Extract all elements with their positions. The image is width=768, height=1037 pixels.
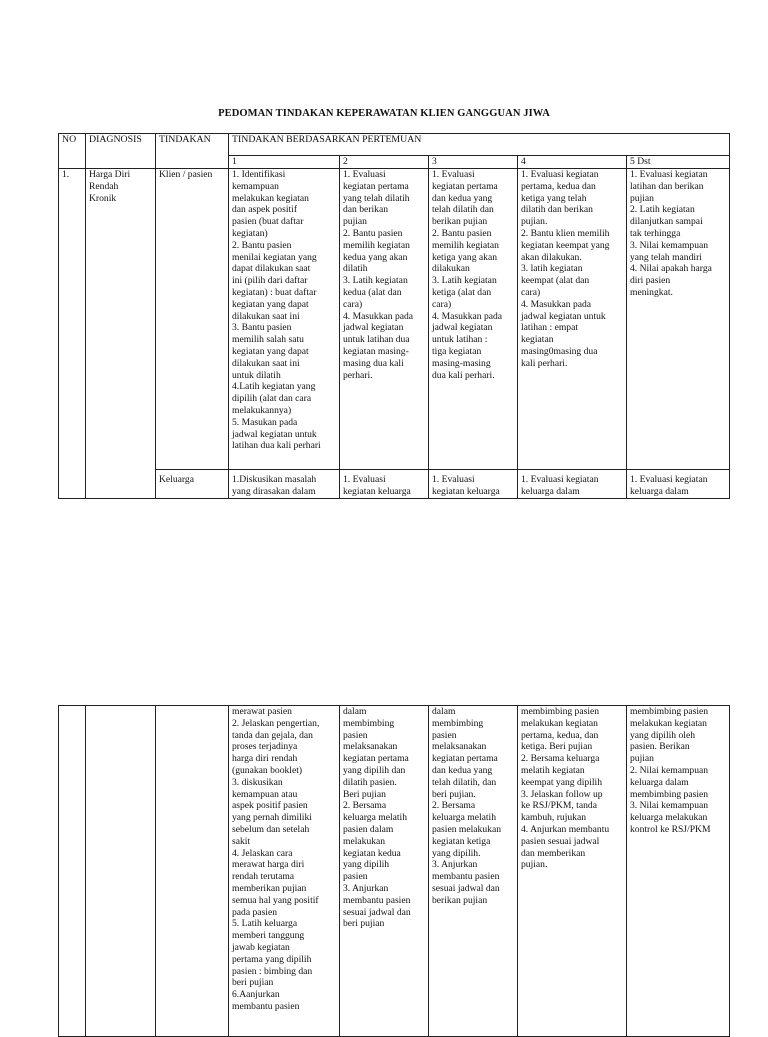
cell-text: dalam membimbing pasien melaksanakan kegiatan pertama dan kedua yang telah dilatih, dan beri pujian. 2. Bersama keluarga melatih pasien melakukan kegiatan ketiga yang dipilih. 3. Anjurkan membantu pasien sesuai jadwal dan berikan pujian bbox=[432, 706, 501, 906]
keluarga-meeting-5 bbox=[627, 470, 730, 499]
keluarga-meeting-2 bbox=[340, 470, 429, 499]
cell-text: 1. Evaluasi kegiatan keluarga dalam bbox=[630, 474, 708, 497]
cell-text: 1. Evaluasi kegiatan pertama dan kedua yang telah dilatih dan berikan pujian 2. Bantu pasien memilih kegiatan ketiga yang akan dilakukan 3. Latih kegiatan ketiga (alat dan cara) 4. Masukkan pada jadwal kegiatan untuk latihan : tiga kegiatan masing-masing dua kali perhari. bbox=[432, 169, 503, 381]
header-meeting-4: 4 bbox=[518, 155, 627, 168]
cell-text: merawat pasien 2. Jelaskan pengertian, tanda dan gejala, dan proses terjadinya harga diri rendah (gunakan booklet) 3. diskusikan kemampuan atau aspek positif pasien yang pernah dimiliki sebelum dan setelah sakit 4. Jelaskan cara merawat harga diri rendah terutama memberikan pujian semua hal yang positif pada pasien 5. Latih keluarga memberi tanggung jawab kegiatan pertama yang dipilih pasien : bimbing dan beri pujian 6.Aanjurkan membantu pasien bbox=[232, 706, 320, 1012]
header-meeting-group: TINDAKAN BERDASARKAN PERTEMUAN bbox=[229, 134, 730, 156]
klien-meeting-2 bbox=[340, 169, 429, 470]
cell-text: dalam membimbing pasien melaksanakan kegiatan pertama yang dipilih dan dilatih pasien. Beri pujian 2. Bersama keluarga melatih pasien dalam melakukan kegiatan kedua yang dipilih pasien 3. Anjurkan membantu pasien sesuai jadwal dan beri pujian bbox=[343, 706, 411, 930]
header-meeting-1: 1 bbox=[229, 155, 340, 168]
cell-text: 1. Evaluasi kegiatan pertama yang telah dilatih dan berikan pujian 2. Bantu pasien memilih kegiatan kedua yang akan dilatih 3. Latih kegiatan kedua (alat dan cara) 4. Masukkan pada jadwal kegiatan untuk latihan dua kegiatan masing- masing dua kali perhari. bbox=[343, 169, 414, 381]
tindakan-klien: Klien / pasien bbox=[156, 169, 229, 470]
table-row-klien bbox=[59, 169, 730, 470]
keluarga-meeting-3 bbox=[429, 470, 518, 499]
header-tindakan: TINDAKAN bbox=[156, 134, 229, 169]
action-table-continued bbox=[58, 705, 730, 1037]
klien-meeting-3 bbox=[429, 169, 518, 470]
cell-text: 1. Evaluasi kegiatan pertama, kedua dan ketiga yang telah dilatih dan berikan pujian. 2. Bantu klien memilih kegiatan keempat yang akan dilakukan. 3. latih kegiatan keempat (alat dan cara) 4. Masukkan pada jadwal kegiatan untuk latihan : empat kegiatan masing0masing dua kali perhari. bbox=[521, 169, 610, 369]
header-meeting-3: 3 bbox=[429, 155, 518, 168]
continued-meeting-1 bbox=[229, 706, 340, 1037]
tindakan-keluarga: Keluarga bbox=[156, 470, 229, 499]
cell-text: 1. Evaluasi kegiatan latihan dan berikan pujian 2. Latih kegiatan dilanjutkan sampai tak terhingga 3. Nilai kemampuan yang telah mandiri 4. Nilai apakah harga diri pasien meningkat. bbox=[630, 169, 712, 298]
klien-meeting-5 bbox=[627, 169, 730, 470]
keluarga-meeting-4 bbox=[518, 470, 627, 499]
keluarga-meeting-1 bbox=[229, 470, 340, 499]
continued-meeting-2 bbox=[340, 706, 429, 1037]
table-row-continued bbox=[59, 706, 730, 1037]
diagnosis-cell bbox=[86, 169, 156, 499]
header-diagnosis: DIAGNOSIS bbox=[86, 134, 156, 169]
diagnosis-text: Harga Diri Rendah Kronik bbox=[89, 169, 131, 204]
table-row-keluarga bbox=[59, 470, 730, 499]
header-meeting-5: 5 Dst bbox=[627, 155, 730, 168]
klien-meeting-4 bbox=[518, 169, 627, 470]
cell-text: 1. Identifikasi kemampuan melakukan kegiatan dan aspek positif pasien (buat daftar kegiatan) 2. Bantu pasien menilai kegiatan yang dapat dilakukan saat ini (pilih dari daftar kegiatan) : buat daftar kegiatan yang dapat dilakukan saat ini 3. Bantu pasien memilih salah satu kegiatan yang dapat dilakukan saat ini untuk dilatih 4.Latih kegiatan yang dipilih (alat dan cara melakukannya) 5. Masukan pada jadwal kegiatan untuk latihan dua kali perhari bbox=[232, 169, 321, 452]
klien-meeting-1 bbox=[229, 169, 340, 470]
document-title: PEDOMAN TINDAKAN KEPERAWATAN KLIEN GANGGUAN JIWA bbox=[218, 108, 550, 119]
continued-meeting-3 bbox=[429, 706, 518, 1037]
header-meeting-2: 2 bbox=[340, 155, 429, 168]
empty-diagnosis-cell bbox=[86, 706, 156, 1037]
action-table bbox=[58, 133, 730, 499]
empty-no-cell bbox=[59, 706, 86, 1037]
header-no: NO bbox=[59, 134, 86, 169]
header-row-top bbox=[59, 134, 730, 156]
row-number: 1. bbox=[59, 169, 86, 499]
continued-meeting-5 bbox=[627, 706, 730, 1037]
cell-text: 1. Evaluasi kegiatan keluarga bbox=[343, 474, 411, 497]
cell-text: membimbing pasien melakukan kegiatan pertama, kedua, dan ketiga. Beri pujian 2. Bersama keluarga melatih kegiatan keempat yang dipilih 3. Jelaskan follow up ke RSJ/PKM, tanda kambuh, rujukan 4. Anjurkan membantu pasien sesuai jadwal dan memberikan pujian. bbox=[521, 706, 610, 871]
cell-text: 1.Diskusikan masalah yang dirasakan dalam bbox=[232, 474, 317, 497]
cell-text: membimbing pasien melakukan kegiatan yang dipilih oleh pasien. Berikan pujian 2. Nilai kemampuan keluarga dalam membimbing pasien 3. Nilai kemampuan keluarga melakukan kontrol ke RSJ/PKM bbox=[630, 706, 711, 835]
continued-meeting-4 bbox=[518, 706, 627, 1037]
empty-tindakan-cell bbox=[156, 706, 229, 1037]
cell-text: 1. Evaluasi kegiatan keluarga bbox=[432, 474, 500, 497]
cell-text: 1. Evaluasi kegiatan keluarga dalam bbox=[521, 474, 599, 497]
